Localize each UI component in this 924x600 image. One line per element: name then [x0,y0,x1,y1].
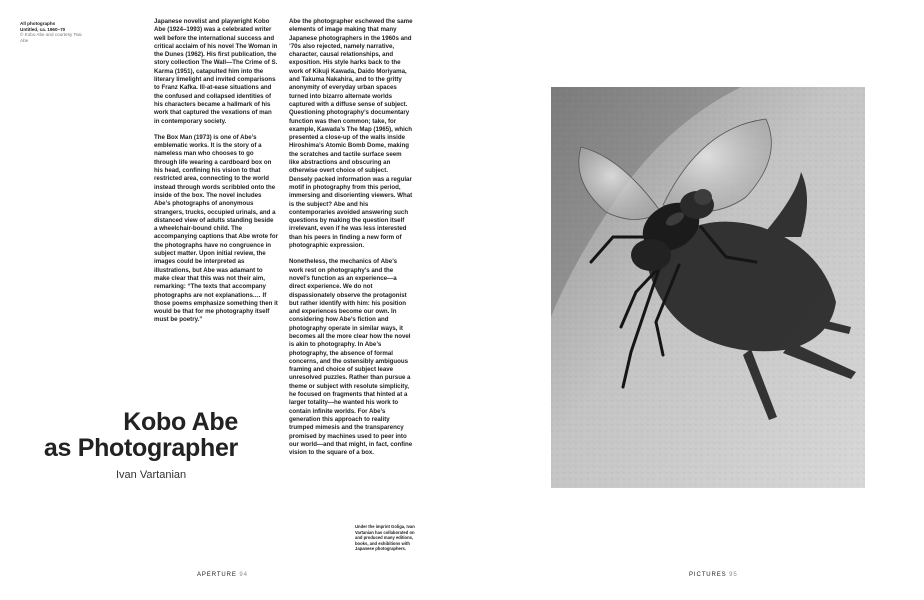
paragraph: Japanese novelist and playwright Kobo Abe (1924–1993) was a celebrated writer well before the international success and critical acclaim of his novel The Woman in the Dunes (1962). His first publication, the story collection The Wall—The Crime of S. Karma (1951), catapulted him into the literary limelight and invited comparisons to Franz Kafka. Ill-at-ease situations and the confused and collapsed identities of his characters became a hallmark of his work that captured the vexations of man in contemporary society. [154,18,278,125]
caption-title: All photographs [20,21,56,26]
page-number: 94 [239,572,248,578]
page-number: 95 [729,572,738,578]
title-line-2: as Photographer [43,434,238,462]
caption-subtitle: Untitled, ca. 1960–70 [20,26,66,32]
paragraph: The Box Man (1973) is one of Abe’s emblematic works. It is the story of a nameless man who chooses to go through life wearing a cardboard box on his head, confining his vision to that restricted area, connecting to the world instead through words scribbled onto the inside of the box. The novel includes Abe’s photographs of anonymous strangers, trucks, occupied urinals, and a distanced view of adults standing beside a wheelchair-bound child. The accompanying captions that Abe wrote for the photographs have no congruence in subject matter. Upon initial review, the images could be interpreted as illustrations, but Abe was adamant to make clear that this was not their aim, remarking: “The texts that accompany photographs are not explanations.… If those poems emphasize something then it would be that for me photography itself must be poetry.” [154,133,278,324]
photo-caption [20,21,90,43]
paragraph: Abe the photographer eschewed the same elements of image making that many Japanese photographers in the 1960s and ’70s also rejected, namely narrative, character, causal relationships, and exposition. His style harks back to the work of Kikuji Kawada, Daido Moriyama, and Takuma Nakahira, and to the gritty anonymity of everyday urban spaces turned into bizarro alternate worlds captured with a diffuse sense of subject. Questioning photography’s documentary function was then common; take, for example, Kawada’s The Map (1965), which presented a close-up of the walls inside Hiroshima’s Atomic Bomb Dome, making the scratches and tactile surface seem like abstractions and obscuring an otherwise overt choice of subject. Densely packed information was a regular motif in photography from this period, immersing and disorienting viewers. What is the subject? Abe and his contemporaries avoided answering such questions by making the question itself irrelevant, even if he was less interested than his peers in finding a new form of photographic expression. [289,18,413,250]
contributor-bio: Under the imprint Goliga, Ivan Vartanian has collaborated on and produced many editions, books, and exhibitions with Japanese photographers. [355,524,415,551]
folio-left [197,572,248,578]
folio-right [689,572,738,578]
author-name: Ivan Vartanian [116,469,187,481]
paragraph: Nonetheless, the mechanics of Abe’s work rest on photography’s and the novel’s function as an experience—a direct experience. We do not dispassionately observe the protagonist but rather identify with him: his position and experiences become our own. In considering how Abe’s fiction and photography operate in similar ways, it becomes all the more clear how the novel is akin to photography. In Abe’s photography, the absence of formal concerns, and the ostensibly ambiguous framing and choice of subject leave unresolved puzzles. Rather than pursue a theme or subject with resolute simplicity, he focused on fragments that hinted at a larger totality—he wanted his work to contain infinite worlds. For Abe’s generation this approach to reality trumped mimesis and the transparency promised by machines used to peer into our world—and that might, in fact, confine vision to the square of a box. [289,258,413,457]
title-line-1: Kobo Abe [123,408,238,436]
text-column-2 [289,18,413,465]
folio-label: PICTURES [689,572,727,578]
article-title [44,409,238,461]
fly-photograph [551,87,865,488]
caption-credit: © Kobo Abe and courtesy Tsai Abe [20,32,82,43]
text-column-1 [154,18,278,333]
folio-label: APERTURE [197,572,237,578]
